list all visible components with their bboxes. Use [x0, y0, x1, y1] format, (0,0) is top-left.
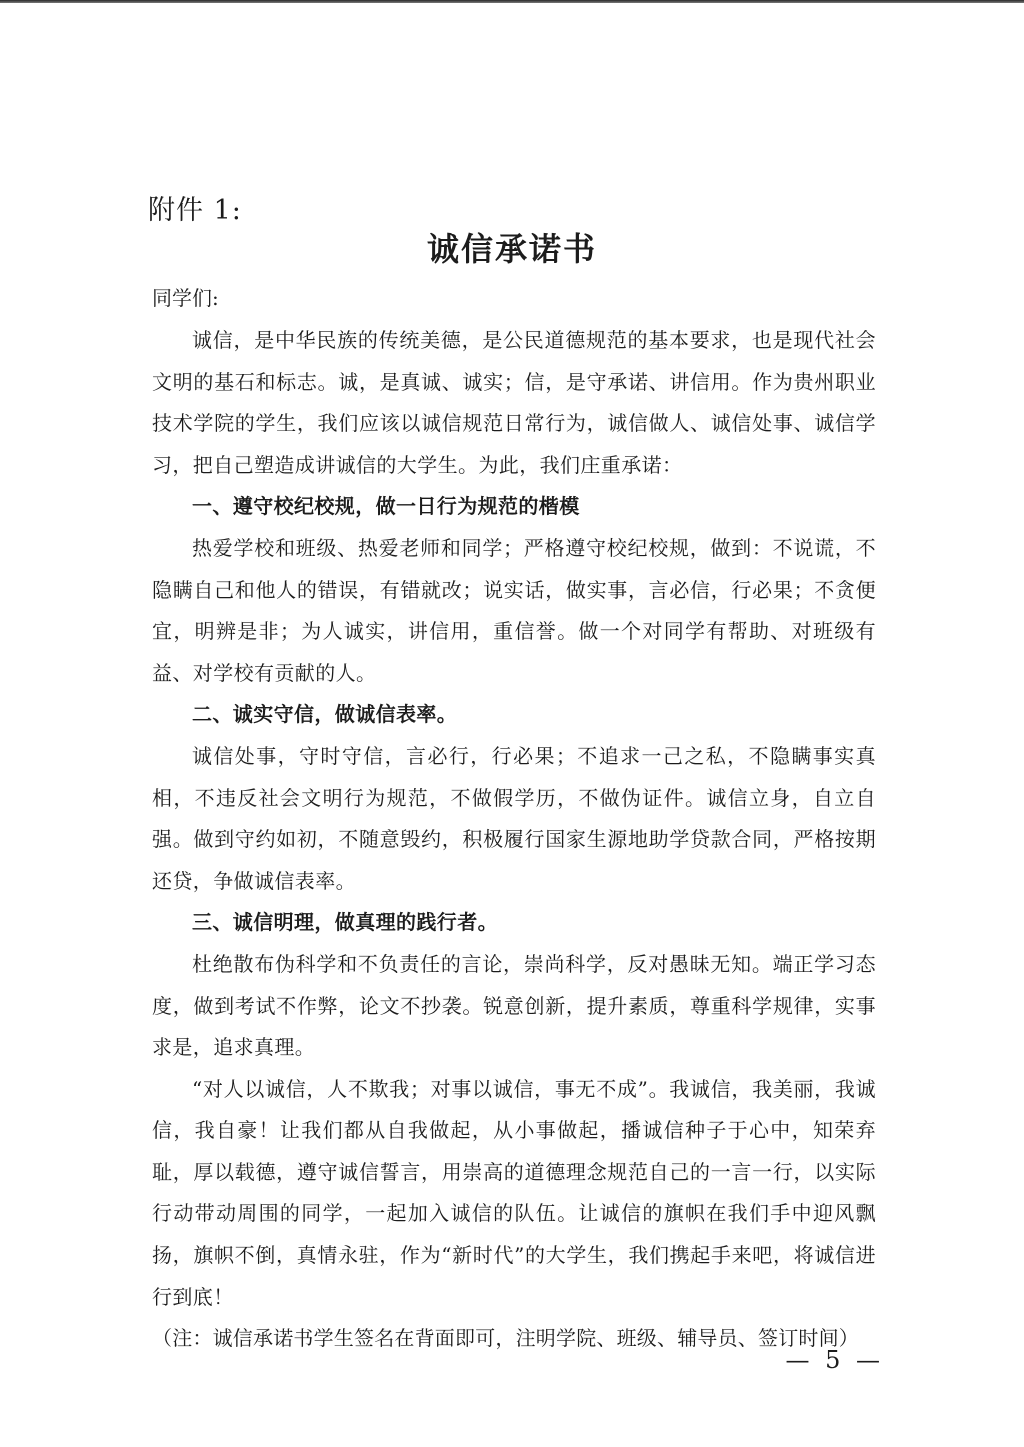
section-paragraph-3: 杜绝散布伪科学和不负责任的言论，崇尚科学，反对愚昧无知。端正学习态度，做到考试不作弊，论文不抄袭。锐意创新，提升素质，尊重科学规律，实事求是，追求真理。 [152, 951, 876, 1060]
page-number: — 5 — [785, 1346, 884, 1374]
document-body [152, 320, 876, 1360]
section-paragraph-1: 热爱学校和班级、热爱老师和同学；严格遵守校纪校规，做到：不说谎，不隐瞒自己和他人的错误，有错就改；说实话，做实事，言必信，行必果；不贪便宜，明辨是非；为人诚实，讲信用，重信誉。做一个对同学有帮助、对班级有益、对学校有贡献的人。 [152, 535, 876, 685]
document-title: 诚信承诺书 [426, 230, 597, 268]
section-paragraph-2: 诚信处事，守时守信，言必行，行必果；不追求一己之私，不隐瞒事实真相，不违反社会文明行为规范，不做假学历，不做伪证件。诚信立身，自立自强。做到守约如初，不随意毁约，积极履行国家生源地助学贷款合同，严格按期还贷，争做诚信表率。 [152, 743, 876, 893]
note-line: （注：诚信承诺书学生签名在背面即可，注明学院、班级、辅导员、签订时间） [152, 1326, 859, 1351]
salutation: 同学们: [152, 286, 219, 310]
section-heading-2: 二、诚实守信，做诚信表率。 [192, 702, 458, 727]
closing-paragraph: “对人以诚信，人不欺我；对事以诚信，事无不成”。我诚信，我美丽，我诚信，我自豪！让我们都从自我做起，从小事做起，播诚信种子于心中，知荣弃耻，厚以载德，遵守诚信誓言，用崇高的道德理念规范自己的一言一行，以实际行动带动周围的同学，一起加入诚信的队伍。让诚信的旗帜在我们手中迎风飘扬，旗帜不倒，真情永驻，作为“新时代”的大学生，我们携起手来吧，将诚信进行到底！ [152, 1076, 876, 1309]
section-heading-3: 三、诚信明理，做真理的践行者。 [192, 910, 498, 935]
intro-paragraph: 诚信，是中华民族的传统美德，是公民道德规范的基本要求，也是现代社会文明的基石和标志。诚，是真诚、诚实；信，是守承诺、讲信用。作为贵州职业技术学院的学生，我们应该以诚信规范日常行为，诚信做人、诚信处事、诚信学习，把自己塑造成讲诚信的大学生。为此，我们庄重承诺： [152, 328, 876, 477]
attachment-label: 附件 1: [148, 195, 242, 226]
section-heading-1: 一、遵守校纪校规，做一日行为规范的楷模 [192, 494, 580, 519]
scan-edge-line [0, 0, 1024, 3]
